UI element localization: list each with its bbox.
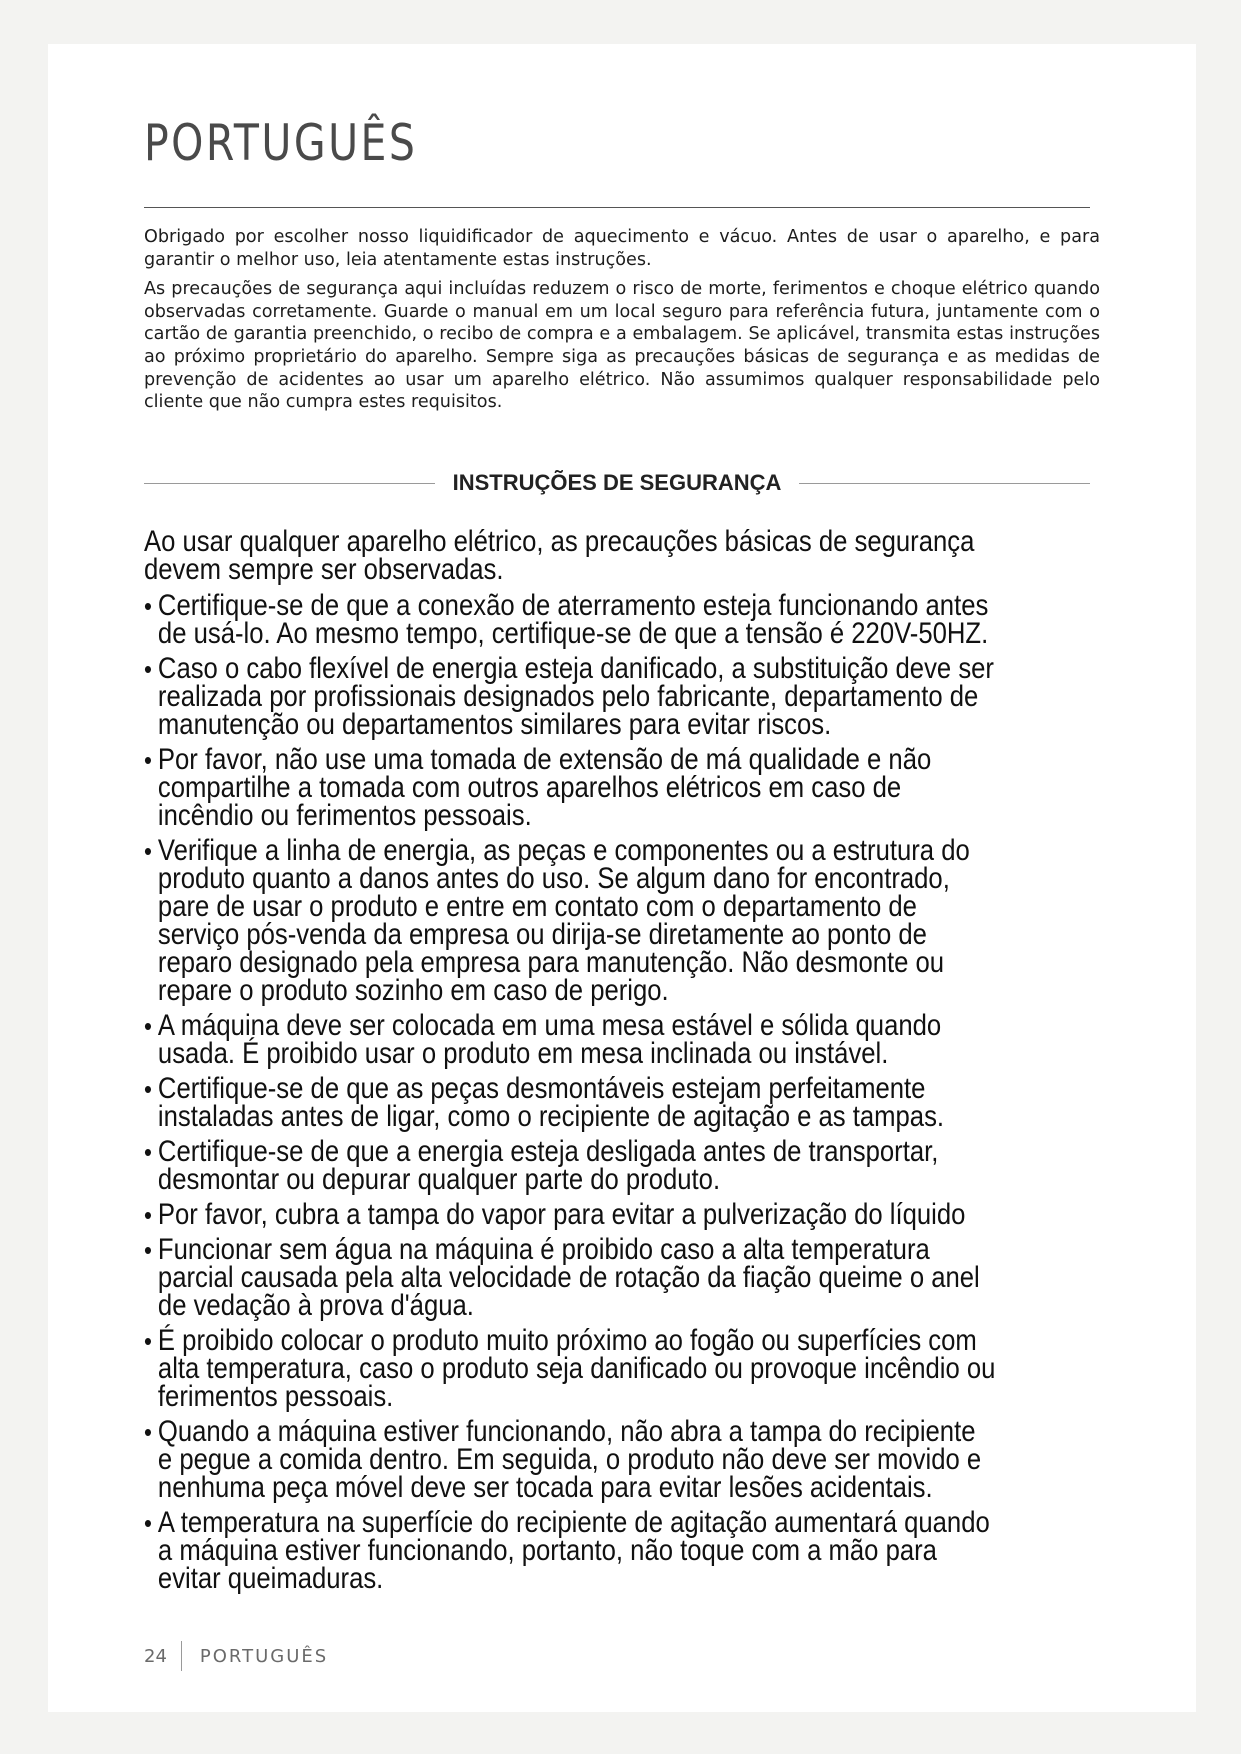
intro-paragraph-1: Obrigado por escolher nosso liquidificador de aquecimento e vácuo. Antes de usar o aparelho, e para garantir o melhor uso, leia atentamente estas instruções. — [144, 227, 1100, 270]
heading-rule-left — [144, 483, 435, 484]
page-title: PORTUGUÊS — [144, 114, 418, 172]
page-footer — [144, 1641, 328, 1671]
title-divider — [144, 207, 1090, 208]
section-heading-label: INSTRUÇÕES DE SEGURANÇA — [452, 470, 782, 495]
list-item — [144, 1198, 997, 1231]
list-item — [144, 1072, 997, 1133]
list-item — [144, 834, 997, 1007]
bullet-icon: • — [144, 1137, 152, 1167]
list-item-text: Verifique a linha de energia, as peças e componentes ou a estrutura do produto quanto a danos antes do uso. Se algum dano for encontrado, pare de usar o produto e entre em contato com o departamento de serviço pós-venda da empresa ou dirija-se diretamente ao ponto de reparo designado pela empresa para manutenção. Não desmonte ou repare o produto sozinho em caso de perigo. — [157, 834, 970, 1007]
intro-paragraph-2: As precauções de segurança aqui incluídas reduzem o risco de morte, ferimentos e choque elétrico quando observadas corretamente. Guarde o manual em um local seguro para referência futura, juntamente com o cartão de garantia preenchido, o recibo de compra e a embalagem. Se aplicável, transmita estas instruções ao próximo proprietário do aparelho. Sempre siga as precauções básicas de segurança e as medidas de prevenção de acidentes ao usar um aparelho elétrico. Não assumimos qualquer responsabilidade pelo cliente que não cumpra estes requisitos. — [144, 279, 1100, 413]
list-item — [144, 1506, 997, 1595]
list-item-text: É proibido colocar o produto muito próximo ao fogão ou superfícies com alta temperatura, caso o produto seja danificado ou provoque incêndio ou ferimentos pessoais. — [157, 1324, 996, 1413]
safety-list — [144, 589, 1014, 1595]
safety-content — [144, 525, 1014, 1595]
heading-rule-right — [799, 483, 1090, 484]
list-item — [144, 1009, 997, 1070]
list-item-text: Certifique-se de que a energia esteja desligada antes de transportar, desmontar ou depurar qualquer parte do produto. — [157, 1135, 939, 1196]
list-item — [144, 1324, 997, 1413]
list-item-text: Certifique-se de que as peças desmontáveis estejam perfeitamente instaladas antes de ligar, como o recipiente de agitação e as tampas. — [157, 1072, 945, 1133]
list-item — [144, 743, 997, 832]
list-item-text: Por favor, cubra a tampa do vapor para evitar a pulverização do líquido — [157, 1198, 966, 1231]
list-item — [144, 1233, 997, 1322]
bullet-icon: • — [144, 1235, 152, 1265]
safety-lead: Ao usar qualquer aparelho elétrico, as precauções básicas de segurança devem sempre ser observadas. — [144, 525, 975, 586]
list-item-text: A máquina deve ser colocada em uma mesa estável e sólida quando usada. É proibido usar o produto em mesa inclinada ou instável. — [157, 1009, 942, 1070]
list-item-text: Caso o cabo flexível de energia esteja danificado, a substituição deve ser realizada por profissionais designados pelo fabricante, departamento de manutenção ou departamentos similares para evitar riscos. — [157, 652, 994, 741]
bullet-icon: • — [144, 591, 152, 621]
bullet-icon: • — [144, 1326, 152, 1356]
page-number: 24 — [144, 1645, 167, 1667]
bullet-icon: • — [144, 1200, 152, 1230]
section-heading — [144, 468, 1090, 498]
intro-text — [144, 226, 1100, 421]
list-item-text: A temperatura na superfície do recipiente de agitação aumentará quando a máquina estiver funcionando, portanto, não toque com a mão para evitar queimaduras. — [157, 1506, 990, 1595]
bullet-icon: • — [144, 654, 152, 684]
list-item — [144, 652, 997, 741]
list-item — [144, 589, 997, 650]
bullet-icon: • — [144, 836, 152, 866]
footer-language: PORTUGUÊS — [199, 1645, 329, 1667]
list-item-text: Por favor, não use uma tomada de extensão de má qualidade e não compartilhe a tomada com outros aparelhos elétricos em caso de incêndio ou ferimentos pessoais. — [157, 743, 932, 832]
list-item-text: Quando a máquina estiver funcionando, não abra a tampa do recipiente e pegue a comida dentro. Em seguida, o produto não deve ser movido e nenhuma peça móvel deve ser tocada para evitar lesões acidentais. — [157, 1415, 982, 1504]
bullet-icon: • — [144, 1074, 152, 1104]
list-item — [144, 1135, 997, 1196]
list-item-text: Funcionar sem água na máquina é proibido caso a alta temperatura parcial causada pela alta velocidade de rotação da fiação queime o anel de vedação à prova d'água. — [157, 1233, 980, 1322]
bullet-icon: • — [144, 745, 152, 775]
list-item — [144, 1415, 997, 1504]
bullet-icon: • — [144, 1011, 152, 1041]
bullet-icon: • — [144, 1508, 152, 1538]
bullet-icon: • — [144, 1417, 152, 1447]
list-item-text: Certifique-se de que a conexão de aterramento esteja funcionando antes de usá-lo. Ao mesmo tempo, certifique-se de que a tensão é 220V-50HZ. — [157, 589, 989, 650]
safety-instructions — [144, 525, 1144, 1600]
footer-divider — [181, 1641, 182, 1671]
